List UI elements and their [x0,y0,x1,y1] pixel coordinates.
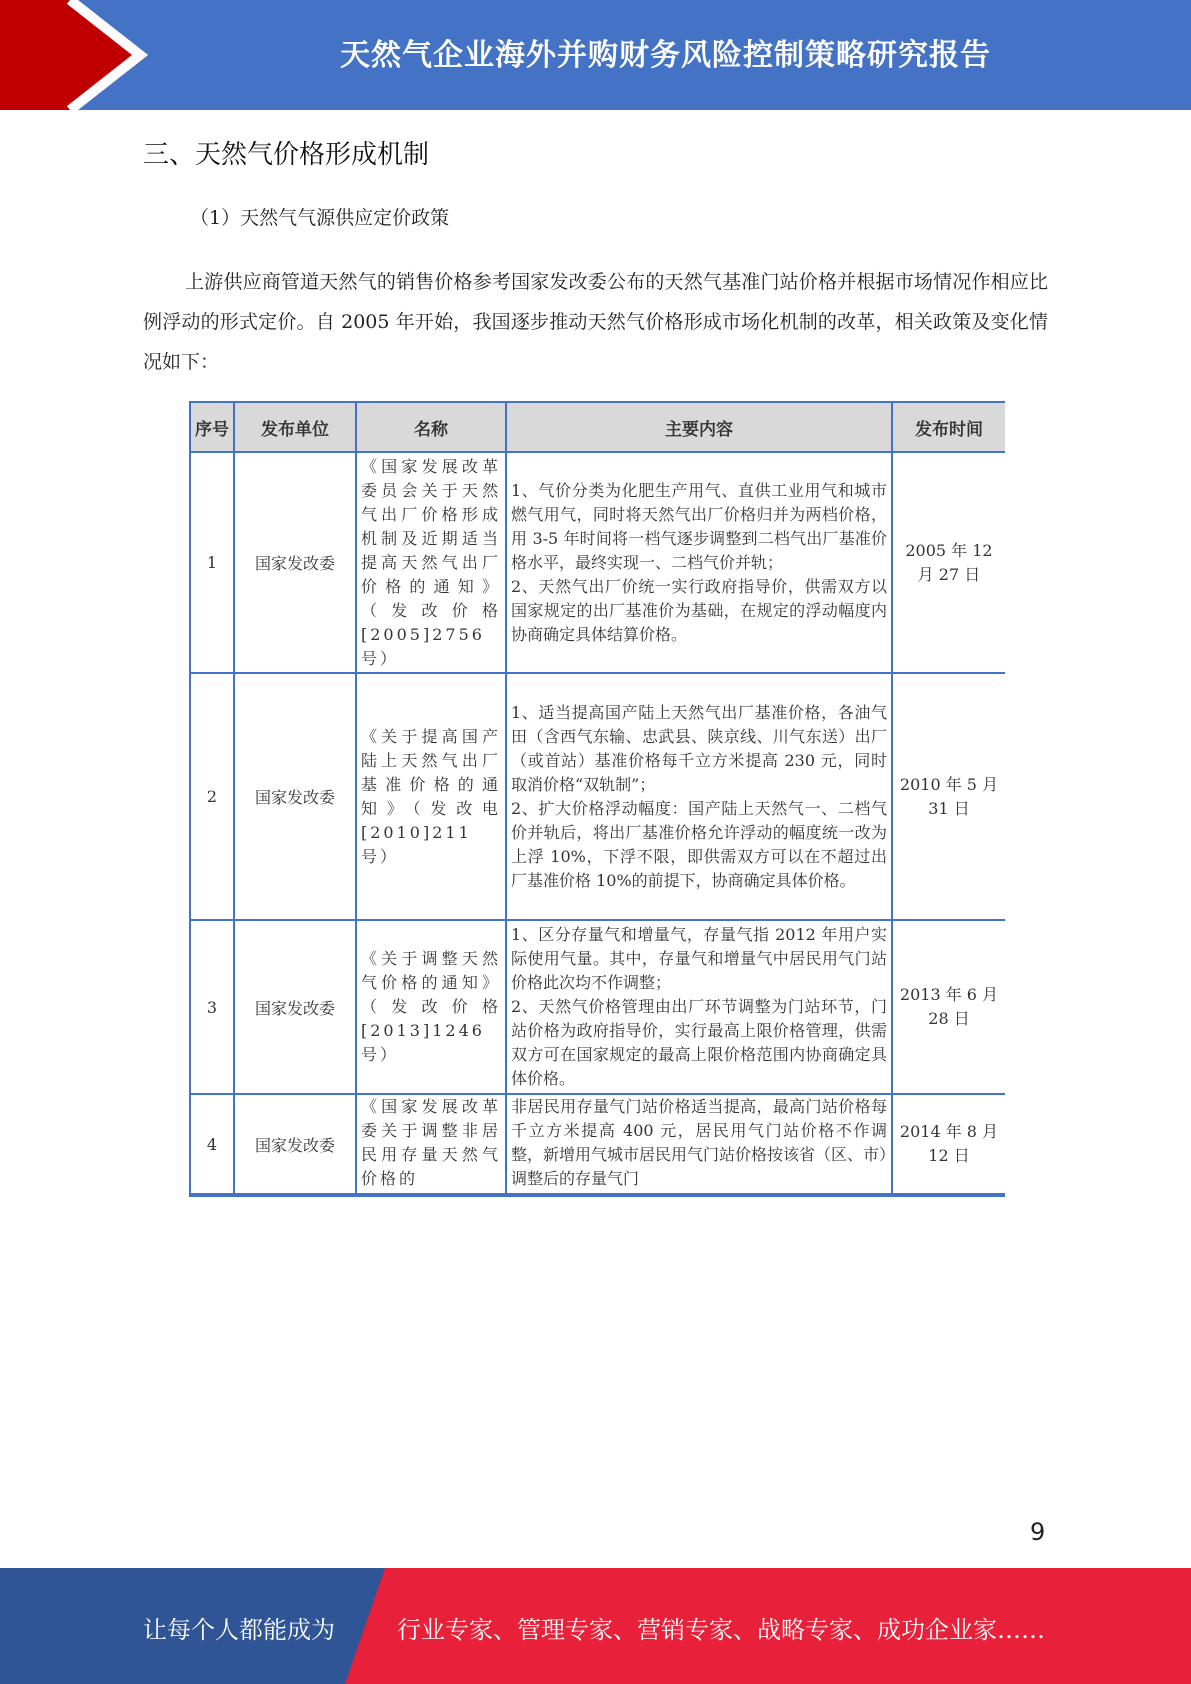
table-row [190,673,1005,920]
cell-name: 《国家发展改革委关于调整非居民用存量天然气价格的 [356,1094,506,1194]
header-cell-no: 序号 [190,402,234,452]
cell-content: 非居民用存量气门站价格适当提高，最高门站价格每千立方米提高 400 元，居民用气门站价格不作调整，新增用气城市居民用气门站价格按该省（区、市）调整后的存量气门 [506,1094,892,1194]
cell-name: 《关于提高国产陆上天然气出厂基准价格的通知》（发改电 [2010]211 号） [356,673,506,920]
section-title: 三、天然气价格形成机制 [143,140,430,170]
header-cell-unit: 发布单位 [234,402,356,452]
footer-banner [0,1568,1191,1684]
header-cell-content: 主要内容 [506,402,892,452]
cell-date: 2014 年 8 月 12 日 [892,1094,1005,1194]
cell-no: 2 [190,673,234,920]
cell-date: 2010 年 5 月 31 日 [892,673,1005,920]
cell-name: 《国家发展改革委员会关于天然气出厂价格形成机制及近期适当提高天然气出厂价格的通知》（发改价格[2005]2756 号） [356,452,506,673]
header-title: 天然气企业海外并购财务风险控制策略研究报告 [340,38,991,73]
footer-slogan-right: 行业专家、管理专家、营销专家、战略专家、成功企业家…… [397,1616,1045,1644]
policy-table [189,401,1005,1195]
cell-unit: 国家发改委 [234,452,356,673]
cell-no: 4 [190,1094,234,1194]
cell-content: 1、气价分类为化肥生产用气、直供工业用气和城市燃气用气，同时将天然气出厂价格归并为两档价格，用 3-5 年时间将一档气逐步调整到二档气出厂基准价格水平，最终实现一、二档气价并轨； 2、天然气出厂价统一实行政府指导价，供需双方以国家规定的出厂基准价为基础，在规定的浮动幅度内协商确定具体结算价格。 [506,452,892,673]
header-cell-date: 发布时间 [892,402,1005,452]
cell-no: 3 [190,920,234,1094]
table-row [190,920,1005,1094]
policy-table-wrapper [189,401,1005,1197]
page-number: 9 [1030,1518,1046,1546]
subheading: （1）天然气气源供应定价政策 [190,207,450,229]
cell-date: 2013 年 6 月 28 日 [892,920,1005,1094]
footer-slogan-left: 让每个人都能成为 [143,1616,335,1644]
cell-unit: 国家发改委 [234,1094,356,1194]
cell-name: 《关于调整天然气价格的通知》（发改价格 [2013]1246 号） [356,920,506,1094]
cell-date: 2005 年 12 月 27 日 [892,452,1005,673]
header-cell-name: 名称 [356,402,506,452]
header-banner [0,0,1191,110]
table-row [190,1094,1005,1194]
table-header-row [190,402,1005,452]
table-row [190,452,1005,673]
cell-content: 1、适当提高国产陆上天然气出厂基准价格，各油气田（含西气东输、忠武县、陕京线、川气东送）出厂（或首站）基准价格每千立方米提高 230 元，同时取消价格“双轨制”； 2、扩大价格浮动幅度：国产陆上天然气一、二档气价并轨后，将出厂基准价格允许浮动的幅度统一改为上浮 10%，下浮不限，即供需双方可以在不超过出厂基准价格 10%的前提下，协商确定具体价格。 [506,673,892,920]
cell-unit: 国家发改委 [234,920,356,1094]
cell-content: 1、区分存量气和增量气，存量气指 2012 年用户实际使用气量。其中，存量气和增量气中居民用气门站价格此次均不作调整； 2、天然气价格管理由出厂环节调整为门站环节，门站价格为政府指导价，实行最高上限价格管理，供需双方可在国家规定的最高上限价格范围内协商确定具体价格。 [506,920,892,1094]
cell-no: 1 [190,452,234,673]
cell-unit: 国家发改委 [234,673,356,920]
body-paragraph: 上游供应商管道天然气的销售价格参考国家发改委公布的天然气基准门站价格并根据市场情况作相应比例浮动的形式定价。自 2005 年开始，我国逐步推动天然气价格形成市场化机制的改革，相关政策及变化情况如下： [143,271,1048,373]
